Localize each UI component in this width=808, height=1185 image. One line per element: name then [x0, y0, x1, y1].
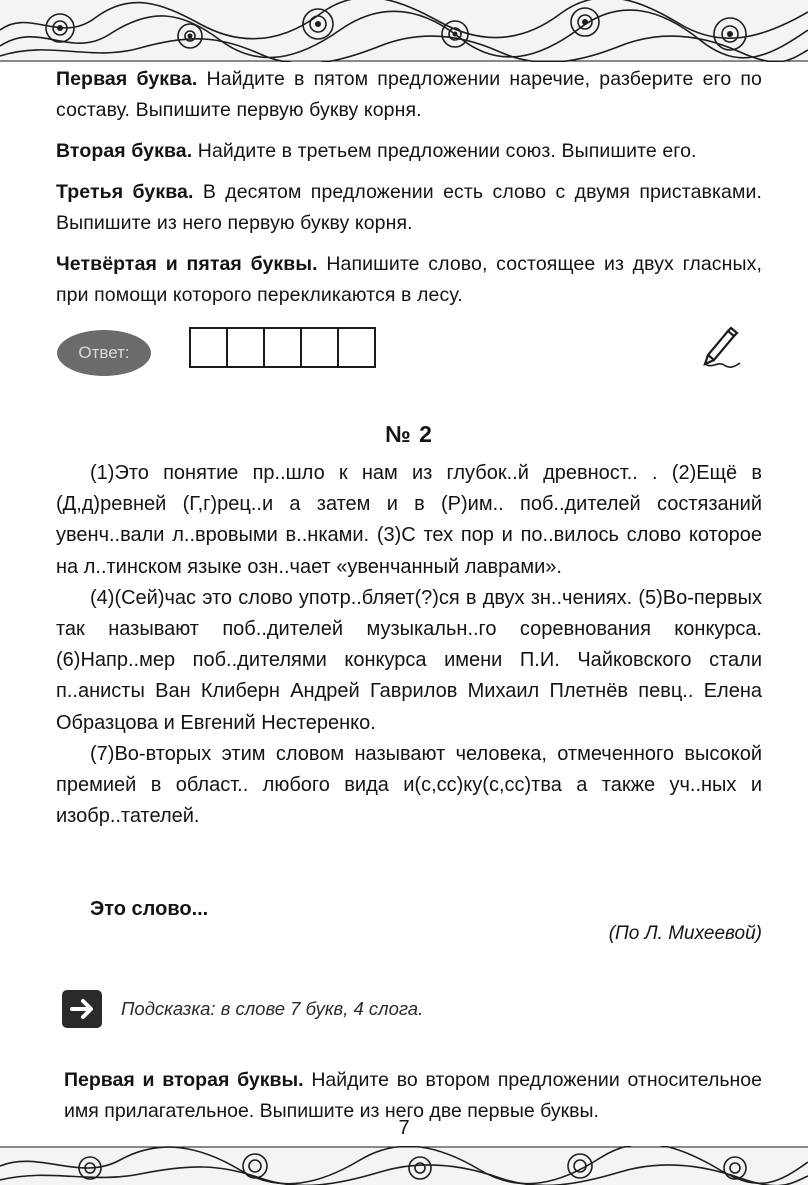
this-word-prompt: Это слово...: [90, 898, 209, 920]
pencil-icon: [696, 325, 742, 369]
task-text: В десятом предложении есть слово с двумя приставками. Выпишите из него первую букву корня.: [56, 181, 762, 234]
answer-box[interactable]: [339, 329, 374, 366]
task-text-block: [56, 458, 762, 832]
answer-badge: Ответ:: [57, 330, 151, 376]
attribution: (По Л. Михеевой): [608, 923, 762, 944]
answer-box[interactable]: [228, 329, 265, 366]
paragraph: (1)Это понятие пр..шло к нам из глубок..й древност.. . (2)Ещё в (Д,д)ревней (Г,г)рец..и а затем и в (Р)им.. поб..дителей состязаний увенч..вали л..вровыми в..нками. (3)С тех пор и по..вилось слово которое на л..тинском языке озн..чает «увенчанный лаврами».: [56, 462, 762, 578]
task-fourth-fifth-letters: [56, 249, 762, 311]
top-ornament-border: [0, 0, 808, 62]
hint-text: Подсказка: в слове 7 букв, 4 слога.: [121, 998, 424, 1019]
task-lead: Четвёртая и пятая буквы.: [56, 253, 318, 275]
hint-row: [62, 990, 762, 1030]
task-text: Найдите во втором предложении относительное имя прилагательное. Выпишите из него две первые буквы.: [64, 1068, 762, 1122]
paragraph: (4)(Сей)час это слово употр..бляет(?)ся в двух зн..чениях. (5)Во-первых так называют поб..дителей музыкальн..го соревнования конкурса. (6)Напр..мер поб..дителями конкурса имени П.И. Чайковского стали п..анисты Ван Клиберн Андрей Гаврилов Михаил Плетнёв певц.. Елена Образцова и Евгений Нестеренко.: [56, 586, 762, 734]
task-lead: Третья буква.: [56, 181, 194, 203]
answer-box[interactable]: [191, 329, 228, 366]
task-third-letter: [56, 177, 762, 239]
page-content: [56, 64, 762, 1122]
page-number: 7: [398, 1117, 410, 1139]
paragraph: (7)Во-вторых этим словом называют человека, отмеченного высокой премией в област.. любого вида и(с,сс)ку(с,сс)тва а также уч..ных и изобр..тателей.: [56, 742, 762, 828]
bottom-ornament-border: [0, 1146, 808, 1185]
task-text: Найдите в пятом предложении наречие, разберите его по составу. Выпишите первую букву корня.: [56, 68, 762, 121]
answer-row: [56, 323, 762, 393]
answer-box[interactable]: [265, 329, 302, 366]
task-text: Найдите в третьем предложении союз. Выпишите его.: [192, 140, 697, 162]
task-first-letter: [56, 64, 762, 126]
task-text: Напишите слово, состоящее из двух гласных, при помощи которого перекликаются в лесу.: [56, 253, 762, 306]
answer-boxes: [189, 327, 376, 368]
answer-box[interactable]: [302, 329, 339, 366]
task-number: № 2: [385, 421, 433, 447]
task-lead: Вторая буква.: [56, 140, 193, 162]
arrow-right-icon: [62, 990, 102, 1028]
task-lead: Первая буква.: [56, 68, 198, 90]
task-second-letter: [56, 136, 762, 167]
task-lead: Первая и вторая буквы.: [64, 1068, 304, 1091]
